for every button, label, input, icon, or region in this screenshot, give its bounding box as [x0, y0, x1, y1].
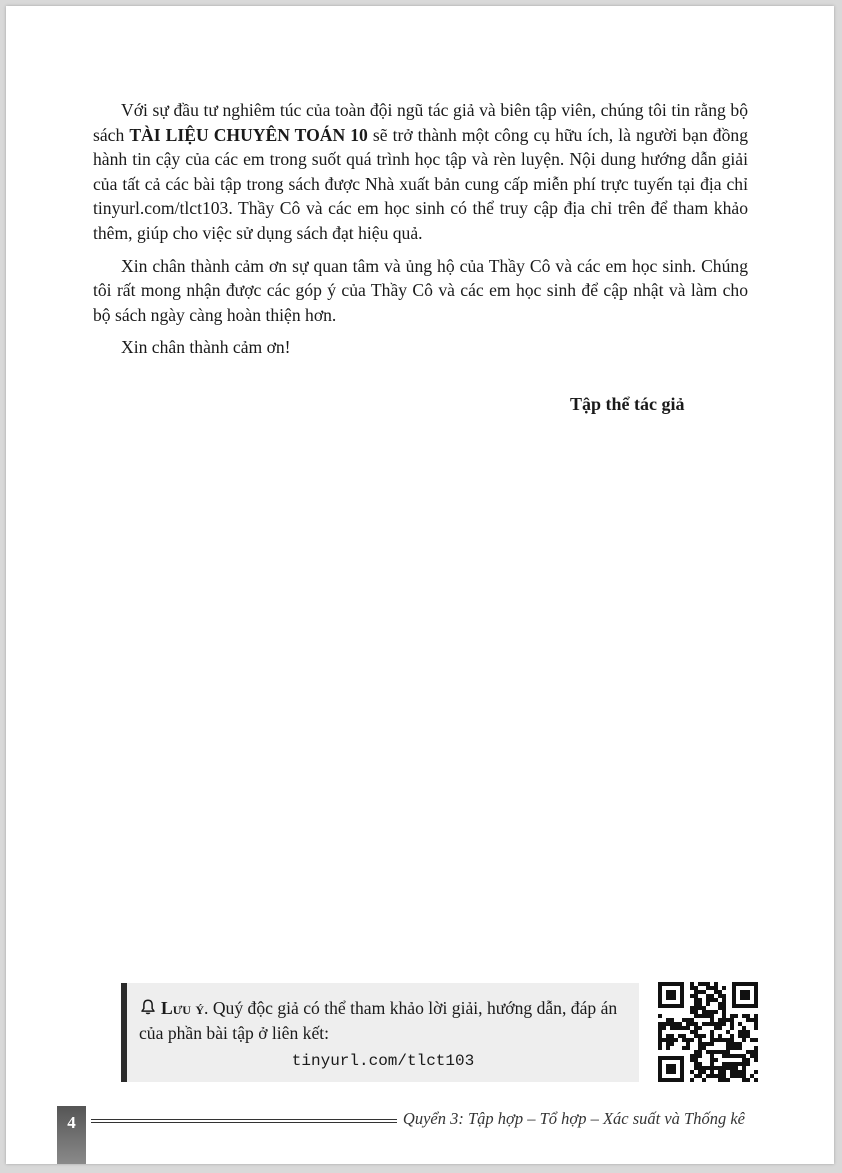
- page-number-badge: 4: [57, 1106, 86, 1164]
- note-box: [121, 983, 639, 1082]
- document-page: [6, 6, 834, 1164]
- paragraph-3: Xin chân thành cảm ơn!: [121, 337, 291, 358]
- paragraph-1: Với sự đầu tư nghiêm túc của toàn đội ngũ tác giả và biên tập viên, chúng tôi tin rằng bộ sách TÀI LIỆU CHUYÊN TOÁN 10 sẽ trở thành một công cụ hữu ích, là người bạn đồng hành tin cậy của các em trong suốt quá trình học tập và rèn luyện. Nội dung hướng dẫn giải của tất cả các bài tập trong sách được Nhà xuất bản cung cấp miễn phí trực tuyến tại địa chỉ tinyurl.com/tlct103. Thầy Cô và các em học sinh có thể truy cập địa chỉ trên để tham khảo thêm, giúp cho việc sử dụng sách đạt hiệu quả.: [93, 100, 748, 243]
- signature: Tập thể tác giả: [570, 394, 685, 414]
- qr-code-icon[interactable]: [658, 982, 758, 1082]
- bell-icon: [139, 998, 157, 1016]
- paragraph-2: Xin chân thành cảm ơn sự quan tâm và ủng hộ của Thầy Cô và các em học sinh. Chúng tôi rất mong nhận được các góp ý của Thầy Cô và các em học sinh để cập nhật và làm cho bộ sách ngày càng hoàn thiện hơn.: [93, 255, 748, 325]
- note-text: . Quý độc giả có thể tham khảo lời giải, hướng dẫn, đáp án của phần bài tập ở liên kết:: [139, 998, 618, 1043]
- body-text: [93, 98, 748, 368]
- note-link[interactable]: tinyurl.com/tlct103: [291, 1052, 475, 1070]
- book-name: TÀI LIỆU CHUYÊN TOÁN 10: [129, 124, 368, 145]
- note-label: Lưu ý: [161, 998, 205, 1018]
- footer-book-title: Quyển 3: Tập hợp – Tổ hợp – Xác suất và Thống kê: [402, 1109, 745, 1128]
- footer-rule: [91, 1119, 397, 1125]
